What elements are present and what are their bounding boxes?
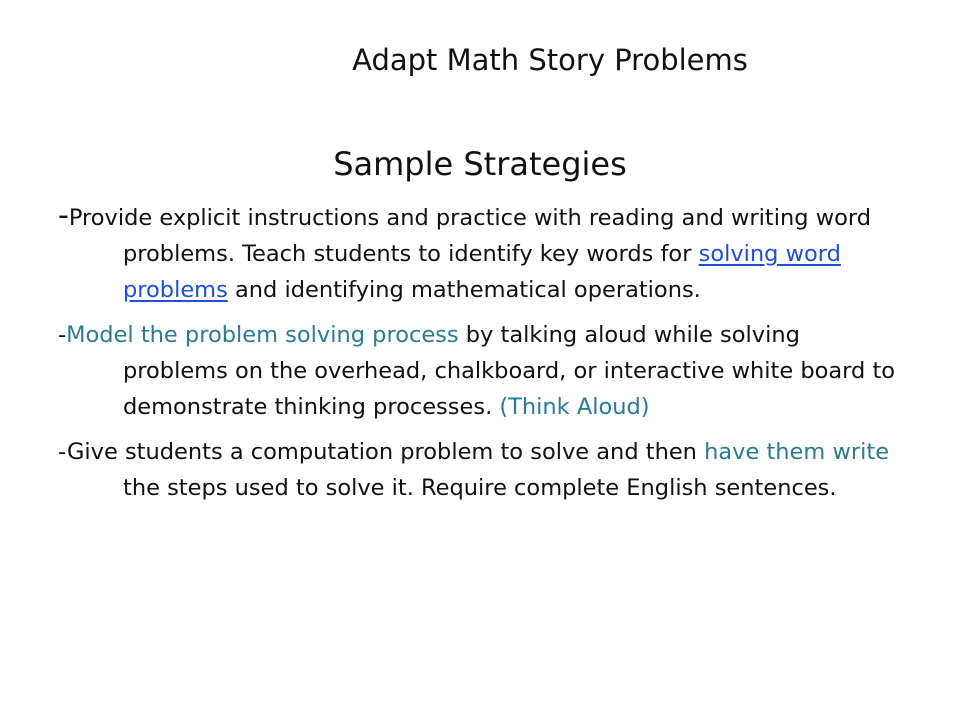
strategy-item-explicit-instructions [58,198,908,308]
strategy-item-model-process [58,317,908,425]
strategy-text: the steps used to solve it. Require complete English sentences. [123,475,837,501]
strategy-text: Provide explicit instructions and practice with reading and writing word problems. Teach students to identify key words for [68,205,871,267]
strategy-item-write-steps [58,434,908,506]
strategy-highlight: have them write [704,439,890,465]
slide-title: Adapt Math Story Problems [352,43,748,77]
slide-subtitle: Sample Strategies [333,145,627,183]
strategy-highlight-think-aloud: (Think Aloud) [499,394,650,420]
strategy-dash: - [58,198,69,233]
strategy-highlight: Model the problem solving process [66,322,459,348]
solving-word-problems-link[interactable]: solving word problems [123,241,841,303]
strategy-text: Give students a computation problem to solve and then [66,439,705,465]
strategy-text: and identifying mathematical operations. [227,277,701,303]
strategy-list [58,198,908,515]
strategy-dash: - [58,439,67,465]
strategy-dash: - [58,322,67,348]
strategy-text: by talking aloud while solving problems on the overhead, chalkboard, or interactive white board to demonstrate thinking processes. [123,322,896,420]
